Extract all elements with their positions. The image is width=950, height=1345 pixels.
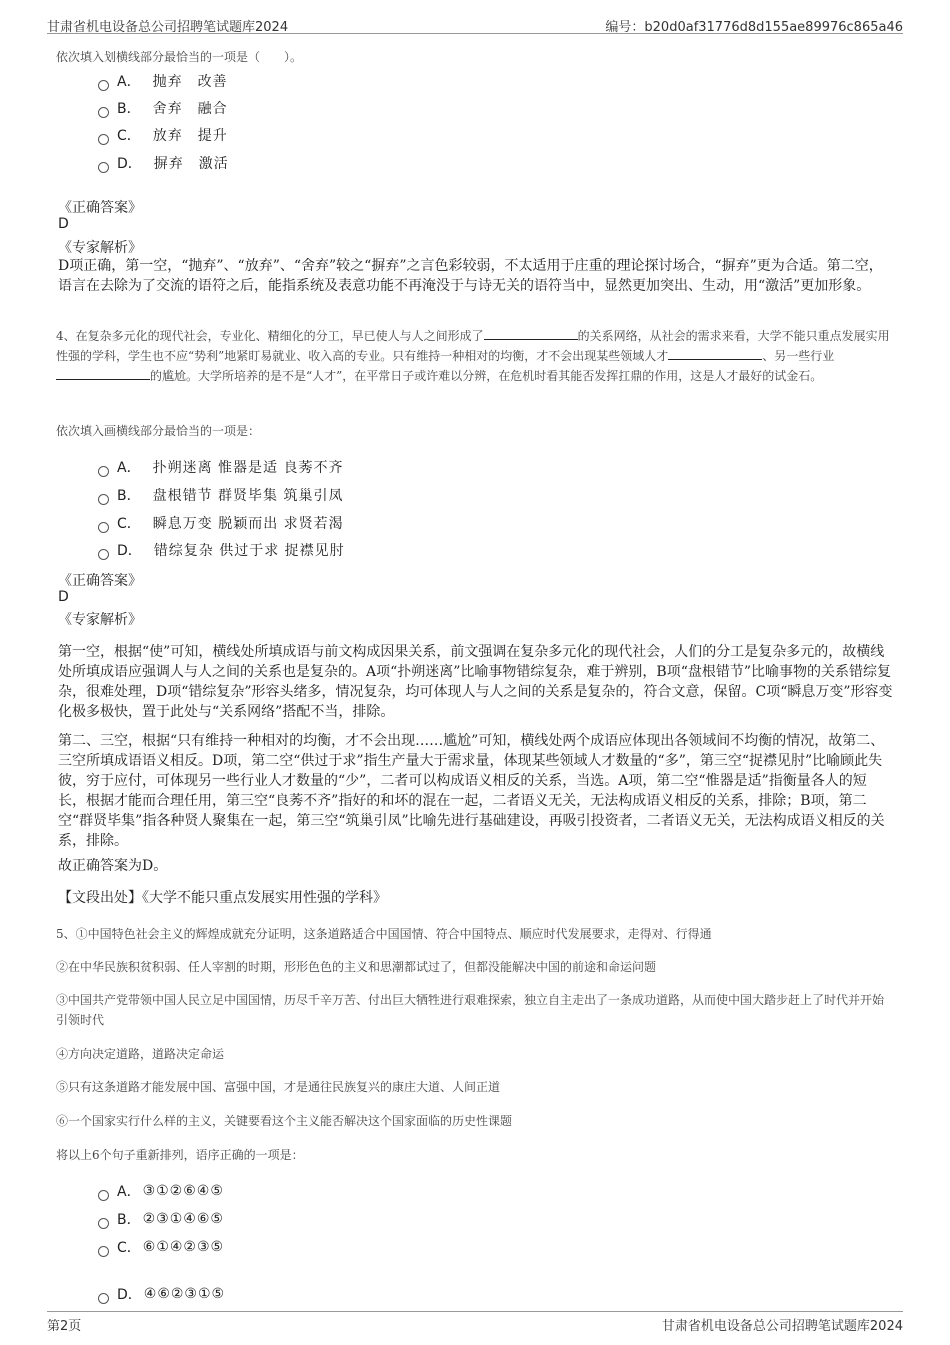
q4-source: 【文段出处】《大学不能只重点发展实用性强的学科》 <box>58 890 387 906</box>
radio-icon[interactable] <box>98 522 109 533</box>
radio-icon[interactable] <box>98 1190 109 1201</box>
q4-prompt: 依次填入画横线部分最恰当的一项是： <box>56 424 261 438</box>
q4-answer-label: 《正确答案》 <box>58 573 142 589</box>
footer-title: 甘肃省机电设备总公司招聘笔试题库2024 <box>661 1319 903 1334</box>
q3-answer-label: 《正确答案》 <box>58 200 142 216</box>
q5-sentence-2: ②在中华民族积贫积弱、任人宰割的时期，形形色色的主义和思潮都试过了，但都没能解决中国的前途和命运问题 <box>56 960 657 974</box>
q5-sentence-4: ④方向决定道路，道路决定命运 <box>56 1047 225 1061</box>
q5-option-c[interactable]: C． ⑥①④②③⑤ <box>98 1236 224 1258</box>
q4-passage: 4、在复杂多元化的现代社会，专业化、精细化的分工，早已使人与人之间形成了 的关系网络，从社会的需求来看，大学不能只重点发展实用性强的学科，学生也不应“势利”地紧盯易就业、收入高的专业。只有维持一种相对的均衡，才不会出现某些领域人才 、另一些行业的尴尬。大学所培养的是不是“人才”，在平常日子或许难以分辨，在危机时看其能否发挥扛鼎的作用，这是人才最好的试金石。 <box>56 329 890 383</box>
q4-analysis-label: 《专家解析》 <box>58 612 142 628</box>
radio-icon[interactable] <box>98 549 109 560</box>
q5-option-b[interactable]: B． ②③①④⑥⑤ <box>98 1208 224 1230</box>
blank-1 <box>484 327 578 340</box>
q5-sentence-5: ⑤只有这条道路才能发展中国、富强中国，才是通往民族复兴的康庄大道、人间正道 <box>56 1080 501 1094</box>
q4-analysis-p2: 第二、三空，根据“只有维持一种相对的均衡，才不会出现……尴尬”可知，横线处两个成语应体现出各领域间不均衡的情况，故第二、三空所填成语语义相反。D项，第二空“供过于求”指生产量大于需求量，体现某些领域人才数量的“多”，第三空“捉襟见肘”比喻顾此失彼，穷于应付，可体现另一些行业人才数量的“少”，二者可以构成语义相反的关系，当选。A项，第二空“惟器是适”指衡量各人的短长，根据才能而合理任用，第三空“良莠不齐”指好的和坏的混在一起，二者语义无关，无法构成语义相反的关系，排除；B项，第二空“群贤毕集”指各种贤人聚集在一起，第三空“筑巢引凤”比喻先进行基础建设，再吸引投资者，二者语义无关，无法构成语义相反的关系，排除。 <box>58 733 885 849</box>
header-doc-id: 编号：b20d0af31776d8d155ae89976c865a46 <box>605 20 903 35</box>
q3-analysis: D项正确，第一空，“抛弃”、“放弃”、“舍弃”较之“摒弃”之言色彩较弱，不太适用于庄重的理论探讨场合，“摒弃”更为合适。第二空，语言在去除为了交流的语符之后，能指系统及表意功能不再淹没于与诗无关的语符当中，显然更加突出、生动，用“激活”更加形象。 <box>58 258 883 294</box>
footer-divider <box>47 1311 903 1312</box>
radio-icon[interactable] <box>98 107 109 118</box>
q3-option-d[interactable]: D． 摒弃 激活 <box>98 152 229 174</box>
q4-analysis-p1: 第一空，根据“使”可知，横线处所填成语与前文构成因果关系，前文强调在复杂多元化的现代社会，人们的分工是复杂多元的，故横线处所填成语应强调人与人之间的关系也是复杂的。A项“扑朔迷离”比喻事物错综复杂，难于辨别，B项“盘根错节”比喻事物的关系错综复杂，很难处理，D项“错综复杂”形容头绪多，情况复杂，均可体现人与人之间的关系是复杂的，符合文意，保留。C项“瞬息万变”形容变化极多极快，置于此处与“关系网络”搭配不当，排除。 <box>58 644 893 720</box>
q4-option-a[interactable]: A． 扑朔迷离 惟器是适 良莠不齐 <box>98 456 343 478</box>
q3-option-b[interactable]: B． 舍弃 融合 <box>98 97 228 119</box>
blank-2 <box>668 347 762 360</box>
radio-icon[interactable] <box>98 134 109 145</box>
q3-answer: D <box>58 216 69 232</box>
q4-option-c[interactable]: C． 瞬息万变 脱颖而出 求贤若渴 <box>98 512 344 534</box>
radio-icon[interactable] <box>98 1218 109 1229</box>
radio-icon[interactable] <box>98 162 109 173</box>
blank-3 <box>56 367 150 380</box>
q3-option-a[interactable]: A． 抛弃 改善 <box>98 70 228 92</box>
q3-analysis-label: 《专家解析》 <box>58 240 142 256</box>
radio-icon[interactable] <box>98 80 109 91</box>
page-header <box>47 12 903 34</box>
q5-sentence-1: 5、①中国特色社会主义的辉煌成就充分证明，这条道路适合中国国情、符合中国特点、顺应时代发展要求，走得对、行得通 <box>56 927 712 941</box>
q5-sentence-3: ③中国共产党带领中国人民立足中国国情，历尽千辛万苦、付出巨大牺牲进行艰难探索，独立自主走出了一条成功道路，从而使中国大踏步赶上了时代并开始引领时代 <box>56 993 885 1027</box>
q3-prompt: 依次填入划横线部分最恰当的一项是（ ）。 <box>56 50 303 64</box>
page-footer <box>47 1313 903 1333</box>
q3-option-c[interactable]: C． 放弃 提升 <box>98 124 228 146</box>
q5-option-d[interactable]: D． ④⑥②③①⑤ <box>98 1283 225 1305</box>
q4-conclusion: 故正确答案为D。 <box>58 858 168 874</box>
q5-option-a[interactable]: A． ③①②⑥④⑤ <box>98 1180 224 1202</box>
radio-icon[interactable] <box>98 1246 109 1257</box>
header-divider <box>47 33 903 34</box>
q5-prompt: 将以上6个句子重新排列，语序正确的一项是： <box>56 1148 304 1162</box>
q5-sentence-6: ⑥一个国家实行什么样的主义，关键要看这个主义能否解决这个国家面临的历史性课题 <box>56 1114 513 1128</box>
radio-icon[interactable] <box>98 466 109 477</box>
q4-option-d[interactable]: D． 错综复杂 供过于求 捉襟见肘 <box>98 539 345 561</box>
q4-option-b[interactable]: B． 盘根错节 群贤毕集 筑巢引凤 <box>98 484 344 506</box>
header-title: 甘肃省机电设备总公司招聘笔试题库2024 <box>47 20 289 35</box>
page-number: 第2页 <box>47 1319 82 1334</box>
radio-icon[interactable] <box>98 1293 109 1304</box>
radio-icon[interactable] <box>98 494 109 505</box>
q4-answer: D <box>58 589 69 605</box>
